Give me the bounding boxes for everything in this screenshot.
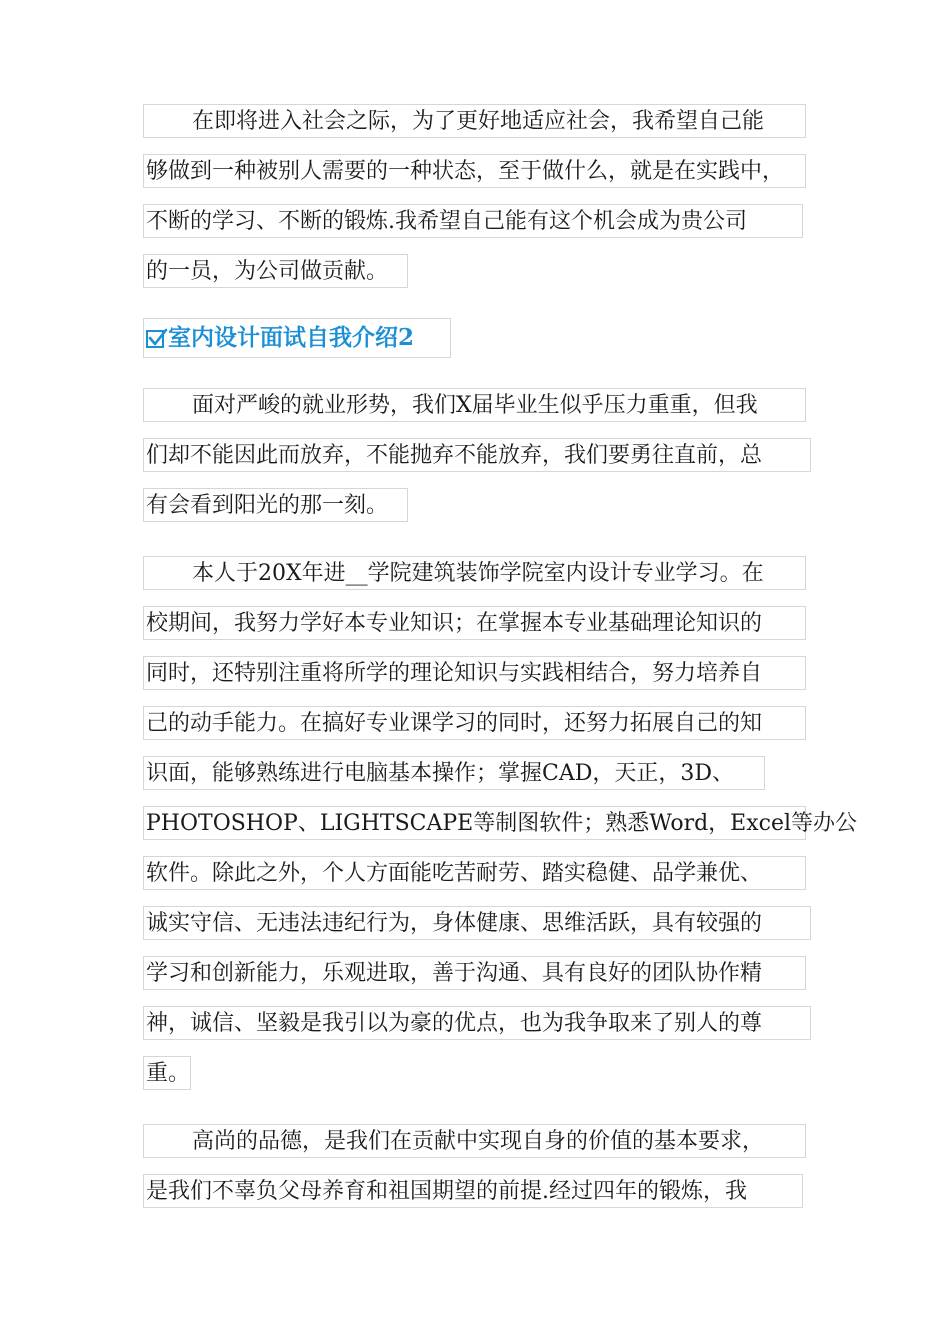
text-line: 重。 <box>143 1056 191 1090</box>
text-line: 诚实守信、无违法违纪行为，身体健康、思维活跃，具有较强的 <box>143 906 811 940</box>
text-line: 们却不能因此而放弃，不能抛弃不能放弃，我们要勇往直前，总 <box>143 438 811 472</box>
text-line: 本人于20X年进__学院建筑装饰学院室内设计专业学习。在 <box>143 556 806 590</box>
text-line: 的一员，为公司做贡献。 <box>143 254 408 288</box>
text-line: 学习和创新能力，乐观进取，善于沟通、具有良好的团队协作精 <box>143 956 806 990</box>
text-line: 软件。除此之外，个人方面能吃苦耐劳、踏实稳健、品学兼优、 <box>143 856 806 890</box>
text-line: 校期间，我努力学好本专业知识；在掌握本专业基础理论知识的 <box>143 606 806 640</box>
text-line: PHOTOSHOP、LIGHTSCAPE等制图软件；熟悉Word，Excel等办公 <box>143 806 806 840</box>
section-heading <box>143 318 451 358</box>
text-line: 识面，能够熟练进行电脑基本操作；掌握CAD，天正，3D、 <box>143 756 765 790</box>
text-line: 不断的学习、不断的锻炼.我希望自己能有这个机会成为贵公司 <box>143 204 803 238</box>
checkbox-checked-icon <box>146 330 164 348</box>
text-line: 高尚的品德，是我们在贡献中实现自身的价值的基本要求， <box>143 1124 806 1158</box>
text-line: 有会看到阳光的那一刻。 <box>143 488 408 522</box>
section-heading-text: 室内设计面试自我介绍2 <box>168 324 415 351</box>
text-line: 神，诚信、坚毅是我引以为豪的优点，也为我争取来了别人的尊 <box>143 1006 811 1040</box>
text-line: 面对严峻的就业形势，我们X届毕业生似乎压力重重，但我 <box>143 388 806 422</box>
text-line: 在即将进入社会之际，为了更好地适应社会，我希望自己能 <box>143 104 806 138</box>
text-line: 是我们不辜负父母养育和祖国期望的前提.经过四年的锻炼，我 <box>143 1174 803 1208</box>
text-line: 够做到一种被别人需要的一种状态，至于做什么，就是在实践中， <box>143 154 806 188</box>
text-line: 同时，还特别注重将所学的理论知识与实践相结合，努力培养自 <box>143 656 806 690</box>
text-line: 己的动手能力。在搞好专业课学习的同时，还努力拓展自己的知 <box>143 706 806 740</box>
